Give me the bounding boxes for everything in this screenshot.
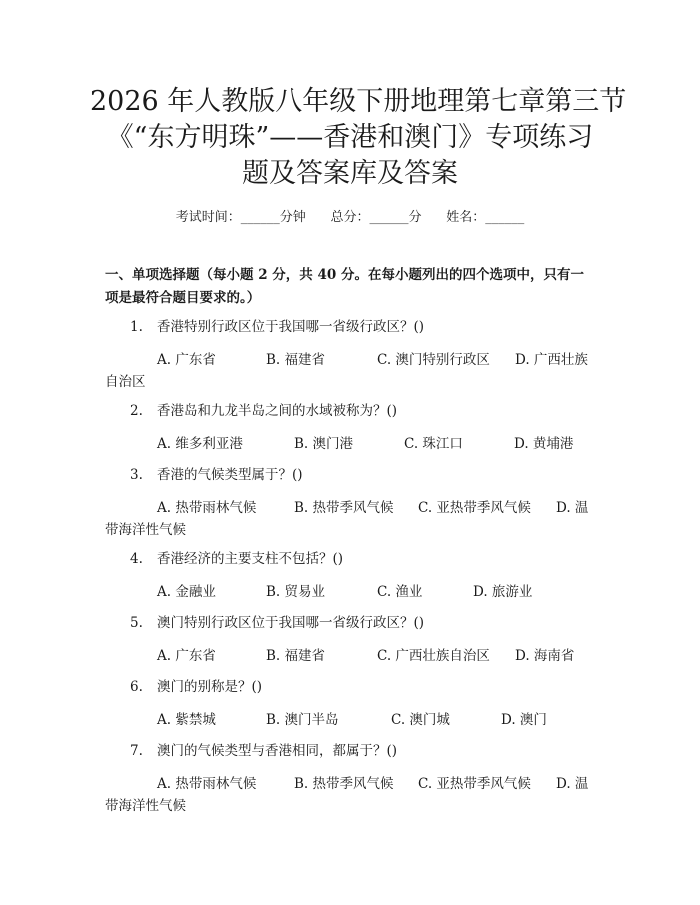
option-c: C. 珠江口 [404, 436, 463, 452]
option-wrap: 带海洋性气候 [105, 798, 186, 814]
option-list [105, 581, 595, 603]
option-d: D. 温 [556, 776, 589, 792]
question-text: 澳门的别称是？() [157, 679, 263, 695]
question-text: 香港特别行政区位于我国哪一省级行政区？() [157, 319, 425, 335]
question-stem [105, 316, 595, 338]
option-a: A. 广东省 [157, 648, 216, 664]
option-c: C. 渔业 [377, 584, 423, 600]
option-c: C. 澳门城 [391, 712, 450, 728]
question-number: 2. [130, 403, 143, 419]
option-d: D. 澳门 [501, 712, 547, 728]
question-number: 3. [130, 467, 143, 483]
question-6 [105, 676, 595, 731]
option-list [105, 497, 595, 538]
question-7 [105, 740, 595, 814]
option-list [105, 349, 595, 390]
option-b: B. 福建省 [266, 648, 326, 664]
question-text: 澳门特别行政区位于我国哪一省级行政区？() [157, 615, 425, 631]
question-number: 7. [130, 743, 143, 759]
title-line: 2026 年人教版八年级下册地理第七章第三节 [90, 86, 627, 117]
option-a: A. 金融业 [157, 584, 216, 600]
question-stem [105, 548, 595, 570]
option-c: C. 澳门特别行政区 [377, 352, 490, 368]
option-c: C. 广西壮族自治区 [377, 648, 490, 664]
option-list [105, 645, 595, 667]
option-b: B. 热带季风气候 [294, 776, 394, 792]
option-b: B. 澳门半岛 [266, 712, 339, 728]
question-text: 香港的气候类型属于？() [157, 467, 303, 483]
option-d: D. 旅游业 [473, 584, 533, 600]
option-a: A. 热带雨林气候 [157, 776, 257, 792]
option-b: B. 澳门港 [294, 436, 354, 452]
question-4 [105, 548, 595, 603]
option-c: C. 亚热带季风气候 [418, 500, 531, 516]
option-b: B. 福建省 [266, 352, 326, 368]
question-stem [105, 612, 595, 634]
option-c: C. 亚热带季风气候 [418, 776, 531, 792]
option-wrap: 带海洋性气候 [105, 522, 186, 538]
option-list [105, 709, 595, 731]
option-a: A. 维多利亚港 [157, 436, 243, 452]
question-number: 6. [130, 679, 143, 695]
question-text: 澳门的气候类型与香港相同，都属于？() [157, 743, 398, 759]
option-b: B. 热带季风气候 [294, 500, 394, 516]
option-list [105, 433, 595, 455]
question-stem [105, 740, 595, 762]
option-d: D. 广西壮族 [515, 352, 588, 368]
exam-meta: 考试时间：______分钟 总分：______分 姓名：______ [175, 210, 525, 225]
option-d: D. 黄埔港 [514, 436, 574, 452]
question-5 [105, 612, 595, 667]
question-stem [105, 676, 595, 698]
question-text: 香港岛和九龙半岛之间的水域被称为？() [157, 403, 398, 419]
title-line: 《“东方明珠”——香港和澳门》专项练习 [106, 122, 594, 153]
question-number: 5. [130, 615, 143, 631]
question-3 [105, 464, 595, 538]
option-a: A. 紫禁城 [157, 712, 216, 728]
option-d: D. 海南省 [515, 648, 575, 664]
option-wrap: 自治区 [105, 374, 146, 390]
option-list [105, 773, 595, 814]
question-number: 1. [130, 319, 143, 335]
option-b: B. 贸易业 [266, 584, 326, 600]
option-a: A. 热带雨林气候 [157, 500, 257, 516]
question-stem [105, 400, 595, 422]
title-line: 题及答案库及答案 [242, 158, 458, 189]
question-2 [105, 400, 595, 455]
document-title [90, 84, 627, 192]
question-text: 香港经济的主要支柱不包括？() [157, 551, 344, 567]
option-a: A. 广东省 [157, 352, 216, 368]
option-d: D. 温 [556, 500, 589, 516]
question-number: 4. [130, 551, 143, 567]
question-1 [105, 316, 595, 390]
section-heading: 一、单项选择题（每小题 2 分，共 40 分。在每小题列出的四个选项中，只有一项是最符合题目要求的。） [105, 267, 584, 306]
question-stem [105, 464, 595, 486]
